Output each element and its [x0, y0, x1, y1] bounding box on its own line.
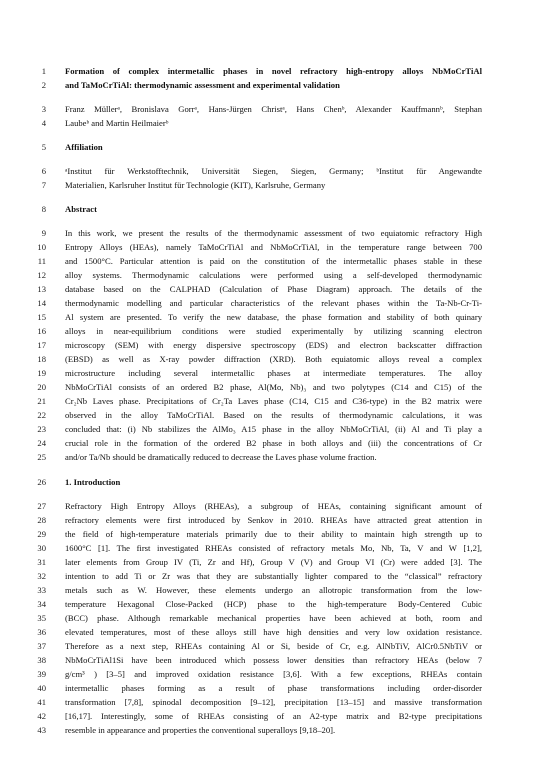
- abstract-text: observed in the alloy TaMoCrTiAl. Based on the results of thermodynamic calculations, it was: [65, 410, 482, 420]
- intro-text: refractory elements were first introduced by Senkov in 2010. RHEAs have attracted great attention in: [65, 515, 482, 525]
- line-number: 14: [37, 298, 46, 308]
- line-number: 40: [37, 683, 46, 693]
- abstract-text: thermodynamic modelling and particular characteristics of the relevant phases within the Ta-Nb-Cr-Ti-: [65, 298, 482, 308]
- line-number: 2: [41, 80, 46, 90]
- line-number: 43: [37, 725, 46, 735]
- intro-line: [0, 584, 544, 597]
- abstract-line: [0, 437, 544, 450]
- intro-line: [0, 598, 544, 611]
- section-heading-line: [0, 476, 544, 489]
- abstract-text: Cr₂Nb Laves phase. Precipitations of Cr₂Ta Laves phase (C14, C15 and C36-type) in the B2 matrix were: [65, 396, 482, 406]
- abstract-line: [0, 241, 544, 254]
- line-number: 15: [37, 312, 46, 322]
- line-number: 27: [37, 501, 46, 511]
- authors-line: [0, 117, 544, 130]
- line-number: 13: [37, 284, 46, 294]
- line-number: 25: [37, 452, 46, 462]
- abstract-line: [0, 227, 544, 240]
- affiliation-line: [0, 179, 544, 192]
- intro-line: [0, 612, 544, 625]
- affiliation-text: Materialien, Karlsruher Institut für Technologie (KIT), Karlsruhe, Germany: [65, 180, 326, 190]
- line-number: 19: [37, 368, 46, 378]
- intro-text: [16,17]. Interestingly, some of RHEAs consisting of an A2-type matrix and B2-type precipitations: [65, 711, 482, 721]
- affiliation-heading: Affiliation: [65, 142, 103, 152]
- abstract-text: Al system are presented. To verify the new database, the phase formation and stability of both quinary: [65, 312, 482, 322]
- intro-text: g/cm³ ) [3–5] and improved oxidation resistance [3,6]. With a few exceptions, RHEAs contain: [65, 669, 482, 679]
- line-number: 41: [37, 697, 46, 707]
- abstract-heading: Abstract: [65, 204, 97, 214]
- line-number: 3: [41, 104, 46, 114]
- intro-line: [0, 626, 544, 639]
- intro-line: [0, 696, 544, 709]
- intro-line: [0, 724, 544, 737]
- abstract-text: Entropy Alloys (HEAs), namely TaMoCrTiAl and NbMoCrTiAl, in the temperature range between 700: [65, 242, 482, 252]
- abstract-text: microscopy (SEM) with energy dispersive spectroscopy (EDS) and electron backscatter diffraction: [65, 340, 482, 350]
- line-number: 36: [37, 627, 46, 637]
- line-number: 6: [41, 166, 46, 176]
- line-number: 21: [37, 396, 46, 406]
- line-number: 37: [37, 641, 46, 651]
- abstract-line: [0, 367, 544, 380]
- abstract-line: [0, 311, 544, 324]
- intro-line: [0, 500, 544, 513]
- abstract-line: [0, 269, 544, 282]
- line-number: 20: [37, 382, 46, 392]
- introduction-heading: 1. Introduction: [65, 477, 121, 487]
- abstract-line: [0, 423, 544, 436]
- abstract-text: and 1500°C. Particular attention is paid on the constitution of the intermetallic phases stable in these: [65, 256, 482, 266]
- authors-text: Laubeᵇ and Martin Heilmaierᵇ: [65, 118, 169, 128]
- line-number: 4: [41, 118, 46, 128]
- line-number: 32: [37, 571, 46, 581]
- abstract-text: NbMoCrTiAl consists of an ordered B2 phase, Al(Mo, Nb)₃ and two polytypes (C14 and C15) of the: [65, 382, 482, 392]
- line-number: 28: [37, 515, 46, 525]
- line-number: 39: [37, 669, 46, 679]
- line-number: 22: [37, 410, 46, 420]
- intro-line: [0, 640, 544, 653]
- intro-line: [0, 514, 544, 527]
- line-number: 31: [37, 557, 46, 567]
- line-number: 38: [37, 655, 46, 665]
- line-number: 34: [37, 599, 46, 609]
- intro-text: 1600°C [1]. The first investigated RHEAs consisted of refractory metals Mo, Nb, Ta, V and W [1,2],: [65, 543, 482, 553]
- line-number: 23: [37, 424, 46, 434]
- abstract-line: [0, 353, 544, 366]
- intro-text: intermetallic phases forming as a result of phase transformations including order-disorder: [65, 683, 482, 693]
- abstract-text: (EBSD) as well as X-ray powder diffraction (XRD). Both equiatomic alloys reveal a complex: [65, 354, 482, 364]
- intro-text: NbMoCrTiAl1Si have been introduced which possess lower densities than refractory HEAs (below 7: [65, 655, 482, 665]
- line-number: 35: [37, 613, 46, 623]
- section-heading-line: [0, 203, 544, 216]
- intro-line: [0, 668, 544, 681]
- intro-line: [0, 542, 544, 555]
- line-number: 29: [37, 529, 46, 539]
- line-number: 18: [37, 354, 46, 364]
- abstract-line: [0, 395, 544, 408]
- abstract-line: [0, 325, 544, 338]
- line-number: 17: [37, 340, 46, 350]
- line-number: 16: [37, 326, 46, 336]
- line-number: 26: [37, 477, 46, 487]
- intro-text: metals such as W. However, these elements undergo an allotropic transformation from the low-: [65, 585, 482, 595]
- intro-text: (BCC) phase. Although remarkable mechanical properties have been achieved at both, room and: [65, 613, 482, 623]
- section-heading-line: [0, 141, 544, 154]
- intro-line: [0, 570, 544, 583]
- line-number: 11: [37, 256, 46, 266]
- intro-text: intention to add Ti or Zr was that they are substantially lighter compared to the “classical” refractory: [65, 571, 482, 581]
- intro-text: resemble in appearance and properties the conventional superalloys [9,18–20].: [65, 725, 336, 735]
- abstract-text: crucial role in the formation of the ordered B2 phase in both alloys and (iii) the concentrations of Cr: [65, 438, 482, 448]
- authors-text: Franz Müllerᵃ, Bronislava Gorrᵃ, Hans-Jürgen Christᵃ, Hans Chenᵇ, Alexander Kauffmannᵇ, Stephan: [65, 104, 482, 114]
- abstract-text: microstructure including several intermetallic phases at intermediate temperatures. The alloy: [65, 368, 482, 378]
- title-line: [0, 65, 544, 78]
- abstract-line: [0, 339, 544, 352]
- abstract-line: [0, 381, 544, 394]
- abstract-line: [0, 283, 544, 296]
- line-number: 24: [37, 438, 46, 448]
- intro-line: [0, 682, 544, 695]
- intro-text: later elements from Group IV (Ti, Zr and Hf), Group V (V) and Group VI (Cr) were added [3]. The: [65, 557, 482, 567]
- abstract-text: concluded that: (i) Nb stabilizes the AlMo₃ A15 phase in the alloy NbMoCrTiAl, (ii) Al and Ti play a: [65, 424, 482, 434]
- intro-text: the field of high-temperature materials primarily due to their ability to maintain high strength up to: [65, 529, 482, 539]
- intro-text: Therefore as a next step, RHEAs containing Al or Si, beside of Cr, e.g. AlNbTiV, AlCr0.5NbTiV or: [65, 641, 482, 651]
- abstract-text: alloy systems. Thermodynamic calculations were performed using a self-developed thermodynamic: [65, 270, 482, 280]
- affiliation-text: ᵃInstitut für Werkstofftechnik, Universität Siegen, Siegen, Germany; ᵇInstitut für Angewandte: [65, 166, 482, 176]
- paper-title-line-2: and TaMoCrTiAl: thermodynamic assessment and experimental validation: [65, 80, 340, 90]
- authors-line: [0, 103, 544, 116]
- line-number: 12: [37, 270, 46, 280]
- line-number: 33: [37, 585, 46, 595]
- abstract-line: [0, 255, 544, 268]
- line-number: 9: [41, 228, 46, 238]
- paper-title-line-1: Formation of complex intermetallic phases in novel refractory high-entropy alloys NbMoCrTiAl: [65, 66, 482, 76]
- intro-line: [0, 528, 544, 541]
- line-number: 42: [37, 711, 46, 721]
- abstract-text: In this work, we present the results of the thermodynamic assessment of two equiatomic refractory High: [65, 228, 482, 238]
- line-number: 10: [37, 242, 46, 252]
- abstract-text: database based on the CALPHAD (Calculation of Phase Diagram) approach. The details of the: [65, 284, 482, 294]
- intro-line: [0, 556, 544, 569]
- line-number: 1: [41, 66, 46, 76]
- abstract-text: alloys in near-equilibrium conditions were studied experimentally by utilizing scanning electron: [65, 326, 482, 336]
- line-number: 7: [41, 180, 46, 190]
- line-number: 5: [41, 142, 46, 152]
- intro-text: Refractory High Entropy Alloys (RHEAs), a subgroup of HEAs, containing significant amount of: [65, 501, 482, 511]
- intro-line: [0, 710, 544, 723]
- abstract-line: [0, 297, 544, 310]
- intro-text: transformation [7,8], spinodal decomposition [9–12], precipitation [13–15] and massive transformation: [65, 697, 482, 707]
- abstract-text: and/or Ta/Nb should be dramatically reduced to decrease the Laves phase volume fraction.: [65, 452, 377, 462]
- affiliation-line: [0, 165, 544, 178]
- abstract-line: [0, 451, 544, 464]
- intro-text: elevated temperatures, most of these alloys still have high densities and very low oxidation resistance.: [65, 627, 482, 637]
- line-number: 8: [41, 204, 46, 214]
- line-number: 30: [37, 543, 46, 553]
- intro-line: [0, 654, 544, 667]
- title-line: [0, 79, 544, 92]
- abstract-line: [0, 409, 544, 422]
- intro-text: temperature Hexagonal Close-Packed (HCP) phase to the high-temperature Body-Centered Cubic: [65, 599, 482, 609]
